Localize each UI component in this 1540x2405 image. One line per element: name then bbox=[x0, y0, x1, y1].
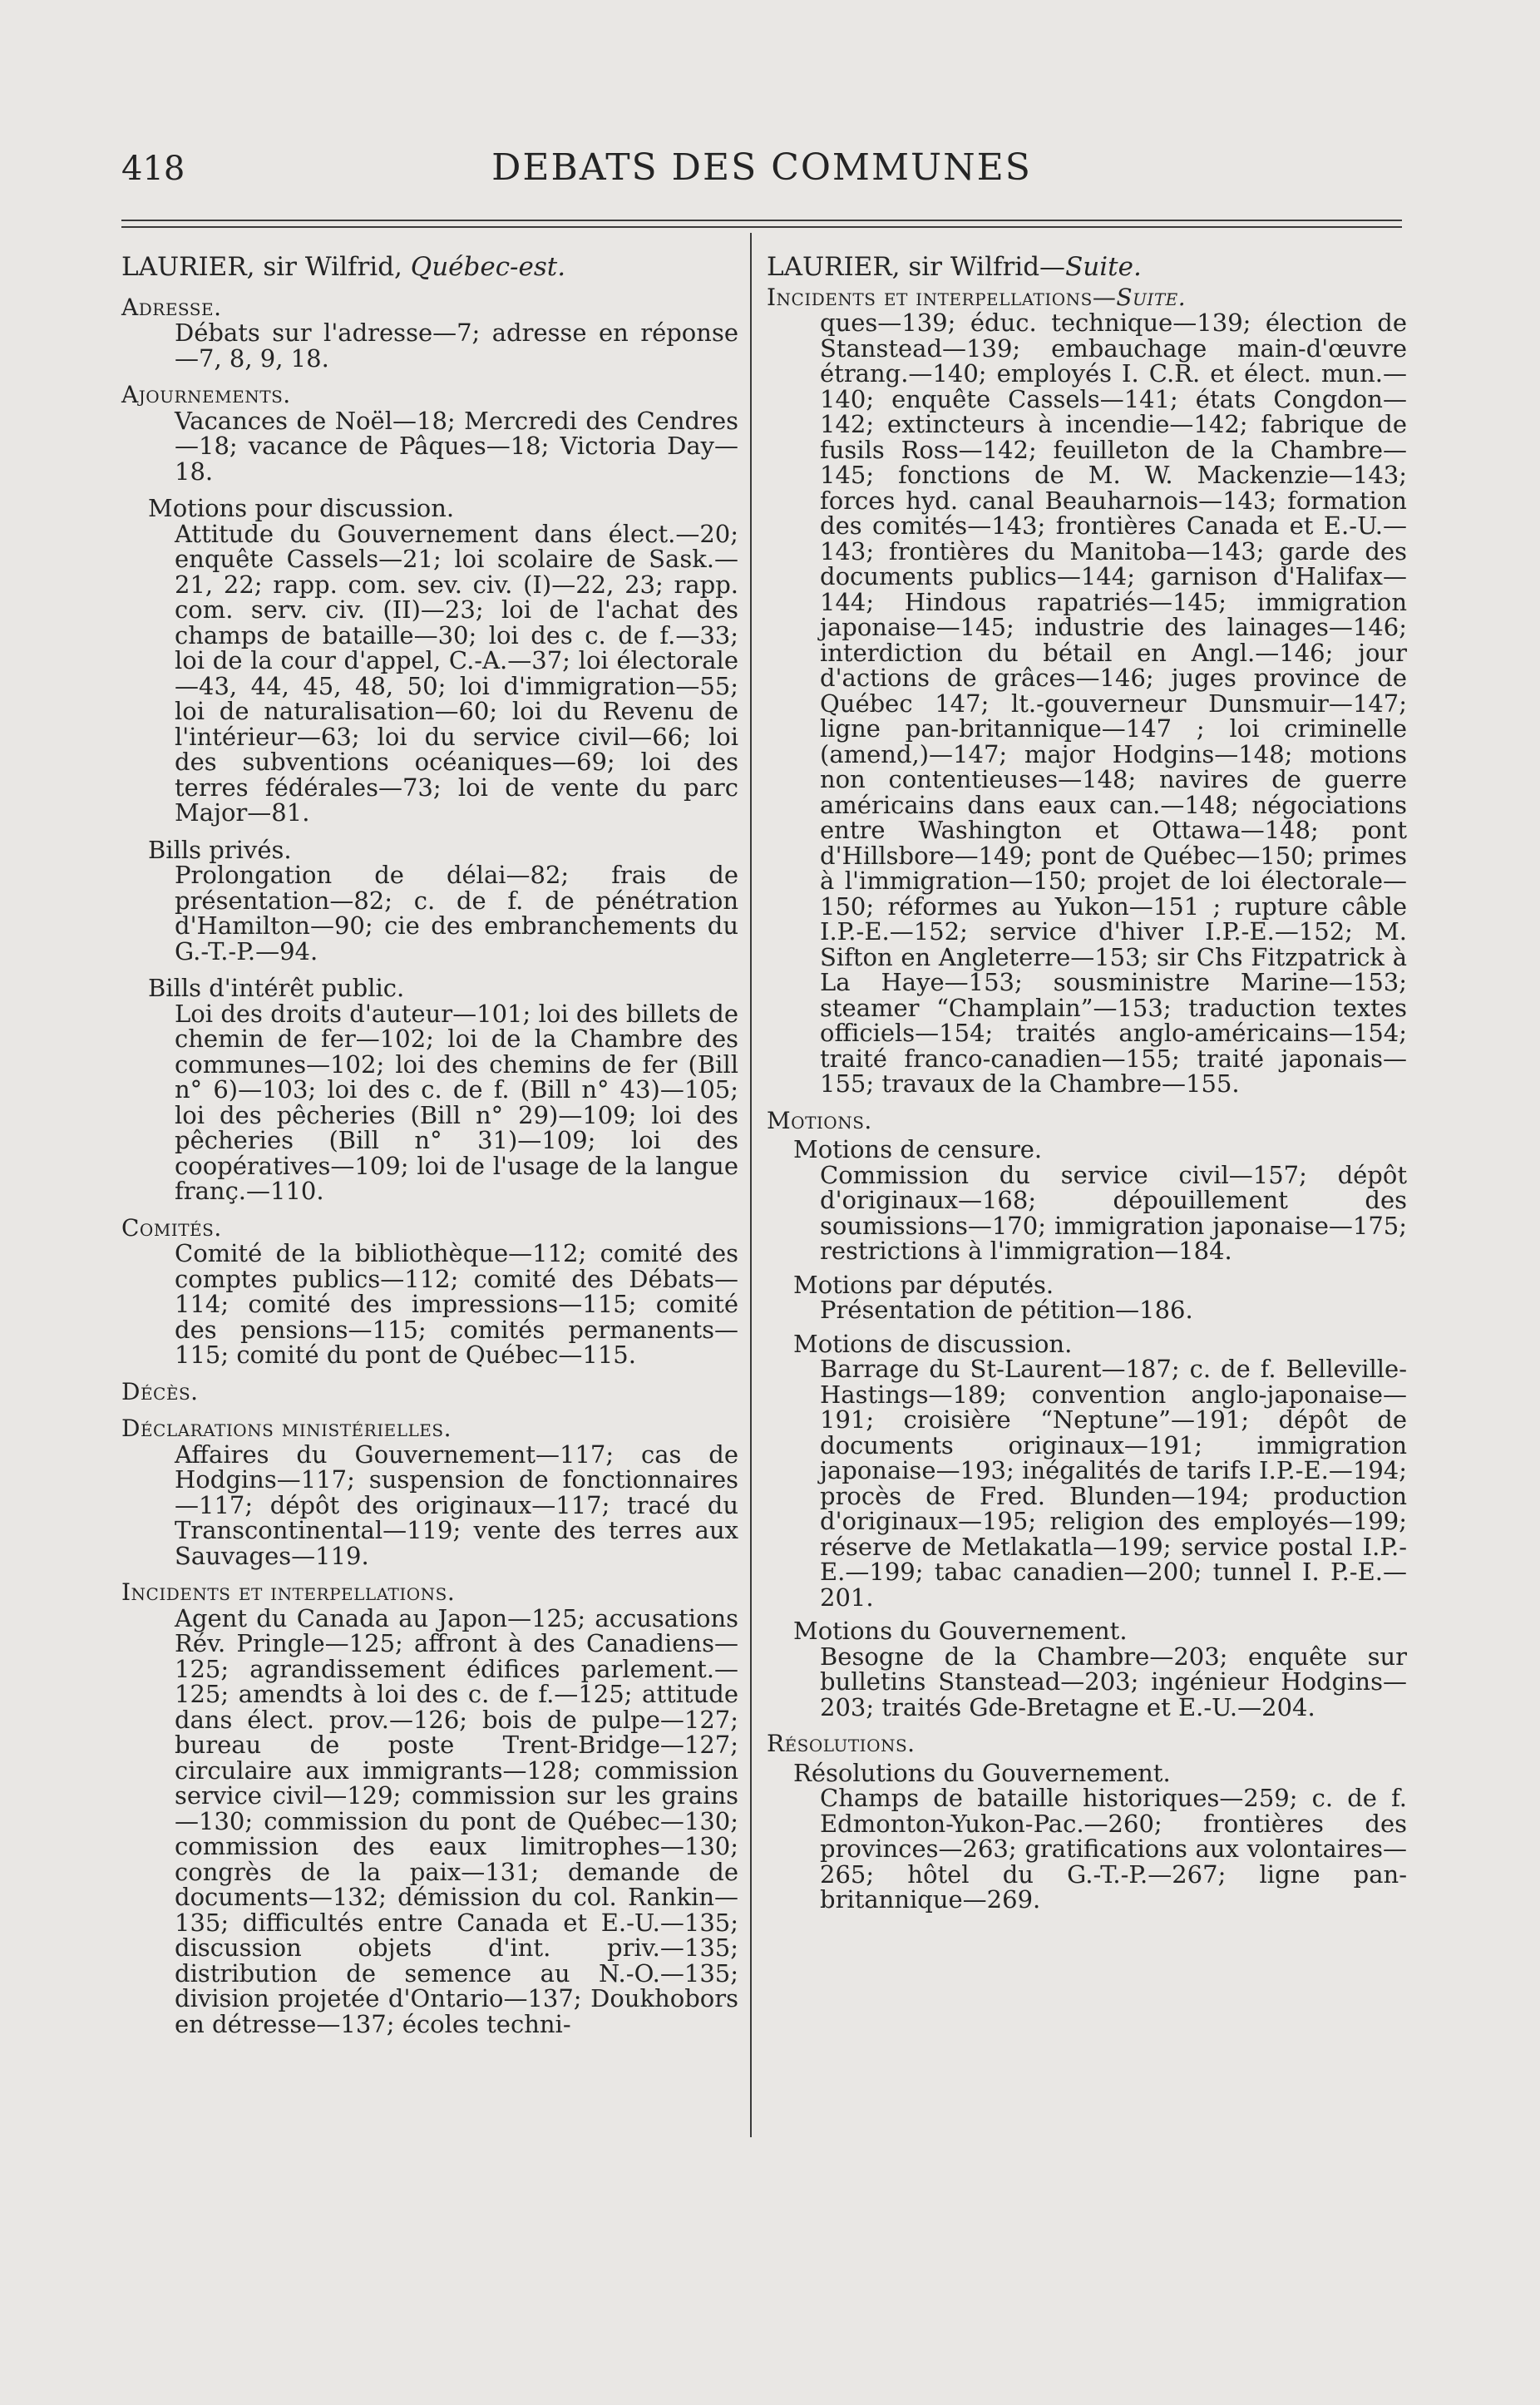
section-motions bbox=[767, 1106, 1407, 1721]
running-header bbox=[121, 146, 1402, 189]
subsection-heading: Motions du Gouvernement. bbox=[793, 1617, 1128, 1645]
section-text: Vacances de Noël—18; Mercredi des Cendres—18; vacance de Pâques—18; Victoria Day—18. bbox=[175, 406, 738, 486]
section-text: Comité de la bibliothèque—112; comité des comptes publics—112; comité des Débats—114; comité des impressions—115; comité des pensions—115; comités permanents—115; comité du pont de Québec—115. bbox=[175, 1239, 738, 1369]
section-text: Débats sur l'adresse—7; adresse en réponse—7, 8, 9, 18. bbox=[175, 319, 738, 373]
section-heading: Comités. bbox=[121, 1213, 222, 1242]
section-text: Présentation de pétition—186. bbox=[820, 1296, 1193, 1324]
section-text: Loi des droits d'auteur—101; loi des billets de chemin de fer—102; loi de la Chambre des communes—102; loi des chemins de fer (Bill n° 6)—103; loi des c. de f. (Bill n° 43)—105; loi des pêcheries (Bill n° 29)—109; loi des pêcheries (Bill n° 31)—109; loi des coopératives—109; loi de l'usage de la langue franç.—110. bbox=[175, 999, 738, 1205]
section-text: Attitude du Gouvernement dans élect.—20; enquête Cassels—21; loi scolaire de Sask.—21, 22; rapp. com. sev. civ. (I)—22, 23; rapp. com. serv. civ. (II)—23; loi de l'achat des champs de bataille—30; loi des c. de f.—33; loi de la cour d'appel, C.-A.—37; loi électorale—43, 44, 45, 48, 50; loi d'immigration—55; loi de naturalisation—60; loi du Revenu de l'intérieur—63; loi du service civil—66; loi des subventions océaniques—69; loi des terres fédérales—73; loi de vente du parc Major—81. bbox=[175, 519, 738, 827]
section-text: Barrage du St-Laurent—187; c. de f. Belleville-Hastings—189; convention anglo-japonaise—191; croisière “Neptune”—191; dépôt de documents originaux—191; immigration japonaise—193; inégalités de tarifs I.P.-E.—194; procès de Fred. Blunden—194; production d'originaux—195; religion des employés—199; réserve de Metlakatla—199; service postal I.P.-E.—199; tabac canadien—200; tunnel I. P.-E.—201. bbox=[820, 1355, 1407, 1612]
section-heading: Ajournements. bbox=[121, 381, 291, 408]
running-title: DEBATS DES COMMUNES bbox=[491, 146, 1032, 189]
page-number: 418 bbox=[121, 150, 185, 188]
section-heading: Adresse. bbox=[121, 293, 222, 321]
section-resolutions bbox=[767, 1731, 1407, 1913]
section-adresse bbox=[121, 295, 738, 372]
section-text: Affaires du Gouvernement—117; cas de Hodgins—117; suspension de fonctionnaires—117; dépôt des originaux—117; tracé du Transcontinental—119; vente des terres aux Sauvages—119. bbox=[175, 1440, 738, 1570]
section-heading: Incidents et interpellations—Suite. bbox=[767, 283, 1187, 311]
section-text: Besogne de la Chambre—203; enquête sur bulletins Stanstead—203; ingénieur Hodgins—203; traités Gde-Bretagne et E.-U.—204. bbox=[820, 1642, 1407, 1721]
column-divider bbox=[750, 233, 752, 2137]
section-bills-prives bbox=[121, 837, 738, 965]
section-incidents bbox=[121, 1580, 738, 2037]
right-column bbox=[767, 254, 1407, 1924]
section-bills-public bbox=[121, 975, 738, 1204]
section-heading: Décès. bbox=[121, 1377, 199, 1405]
section-motions-discussion bbox=[121, 496, 738, 826]
header-double-rule bbox=[121, 220, 1402, 228]
section-heading: Déclarations ministérielles. bbox=[121, 1415, 452, 1442]
section-text: Prolongation de délai—82; frais de présentation—82; c. de f. de pénétration d'Hamilton—90; cie des embranchements du G.-T.-P.—94. bbox=[175, 861, 738, 965]
section-incidents-suite bbox=[767, 285, 1407, 1097]
riding-name: Québec-est. bbox=[410, 252, 566, 282]
section-comites bbox=[121, 1213, 738, 1369]
section-heading: Motions. bbox=[767, 1106, 872, 1134]
section-heading: Incidents et interpellations. bbox=[121, 1578, 456, 1606]
suite-label: Suite. bbox=[1116, 283, 1187, 311]
section-text: Champs de bataille historiques—259; c. de f. Edmonton-Yukon-Pac.—260; frontières des provinces—263; gratifications aux volontaires—265; hôtel du G.-T.-P.—267; ligne pan-britannique—269. bbox=[820, 1784, 1407, 1914]
section-declarations bbox=[121, 1416, 738, 1568]
entry-heading-continued: LAURIER, sir Wilfrid—Suite. bbox=[767, 252, 1142, 282]
subsection-heading: Motions de discussion. bbox=[793, 1329, 1073, 1358]
entry-heading: LAURIER, sir Wilfrid, Québec-est. bbox=[121, 252, 566, 282]
subsection-heading: Motions par députés. bbox=[793, 1270, 1054, 1299]
subsection-heading: Bills privés. bbox=[148, 835, 292, 864]
section-heading: Résolutions. bbox=[767, 1730, 916, 1757]
section-ajournements bbox=[121, 383, 738, 484]
left-column bbox=[121, 254, 738, 2048]
section-text: Commission du service civil—157; dépôt d'originaux—168; dépouillement des soumissions—170; immigration japonaise—175; restrictions à l'immigration—184. bbox=[820, 1160, 1407, 1265]
section-text: Agent du Canada au Japon—125; accusations Rév. Pringle—125; affront à des Canadiens—125; agrandissement édifices parlement.—125; amendts à loi des c. de f.—125; attitude dans élect. prov.—126; bois de pulpe—127; bureau de poste Trent-Bridge—127; circulaire aux immigrants—128; commission service civil—129; commission sur les grains—130; commission du pont de Québec—130; commission des eaux limitrophes—130; congrès de la paix—131; demande de documents—132; démission du col. Rankin—135; difficultés entre Canada et E.-U.—135; discussion objets d'int. priv.—135; distribution de semence au N.-O.—135; division projetée d'Ontario—137; Doukhobors en détresse—137; écoles techni- bbox=[175, 1603, 738, 2038]
section-text: ques—139; éduc. technique—139; élection de Stanstead—139; embauchage main-d'œuvre étrang.—140; employés I. C.R. et élect. mun.—140; enquête Cassels—141; états Congdon—142; extincteurs à incendie—142; fabrique de fusils Ross—142; feuilleton de la Chambre—145; fonctions de M. W. Mackenzie—143; forces hyd. canal Beauharnois—143; formation des comités—143; frontières Canada et E.-U.—143; frontières du Manitoba—143; garde des documents publics—144; garnison d'Halifax—144; Hindous rapatriés—145; immigration japonaise—145; industrie des lainages—146; interdiction du bétail en Angl.—146; jour d'actions de grâces—146; juges province de Québec 147; lt.-gouverneur Dunsmuir—147; ligne pan-britannique—147 ; loi criminelle (amend,)—147; major Hodgins—148; motions non contentieuses—148; navires de guerre américains dans eaux can.—148; négociations entre Washington et Ottawa—148; pont d'Hillsbore—149; pont de Québec—150; primes à l'immigration—150; projet de loi électorale—150; réformes au Yukon—151 ; rupture câble I.P.-E.—152; service d'hiver I.P.-E.—152; M. Sifton en Angleterre—153; sir Chs Fitzpatrick à La Haye—153; sousministre Marine—153; steamer “Champlain”—153; traduction textes officiels—154; traités anglo-américains—154; traité franco-canadien—155; traité japonais—155; travaux de la Chambre—155. bbox=[820, 309, 1407, 1098]
section-deces bbox=[121, 1377, 738, 1405]
suite-label: Suite. bbox=[1065, 252, 1142, 282]
subsection-heading: Bills d'intérêt public. bbox=[148, 974, 405, 1002]
subsection-heading: Motions pour discussion. bbox=[148, 494, 455, 522]
subsection-heading: Motions de censure. bbox=[793, 1135, 1043, 1163]
subsection-heading: Résolutions du Gouvernement. bbox=[793, 1758, 1171, 1787]
